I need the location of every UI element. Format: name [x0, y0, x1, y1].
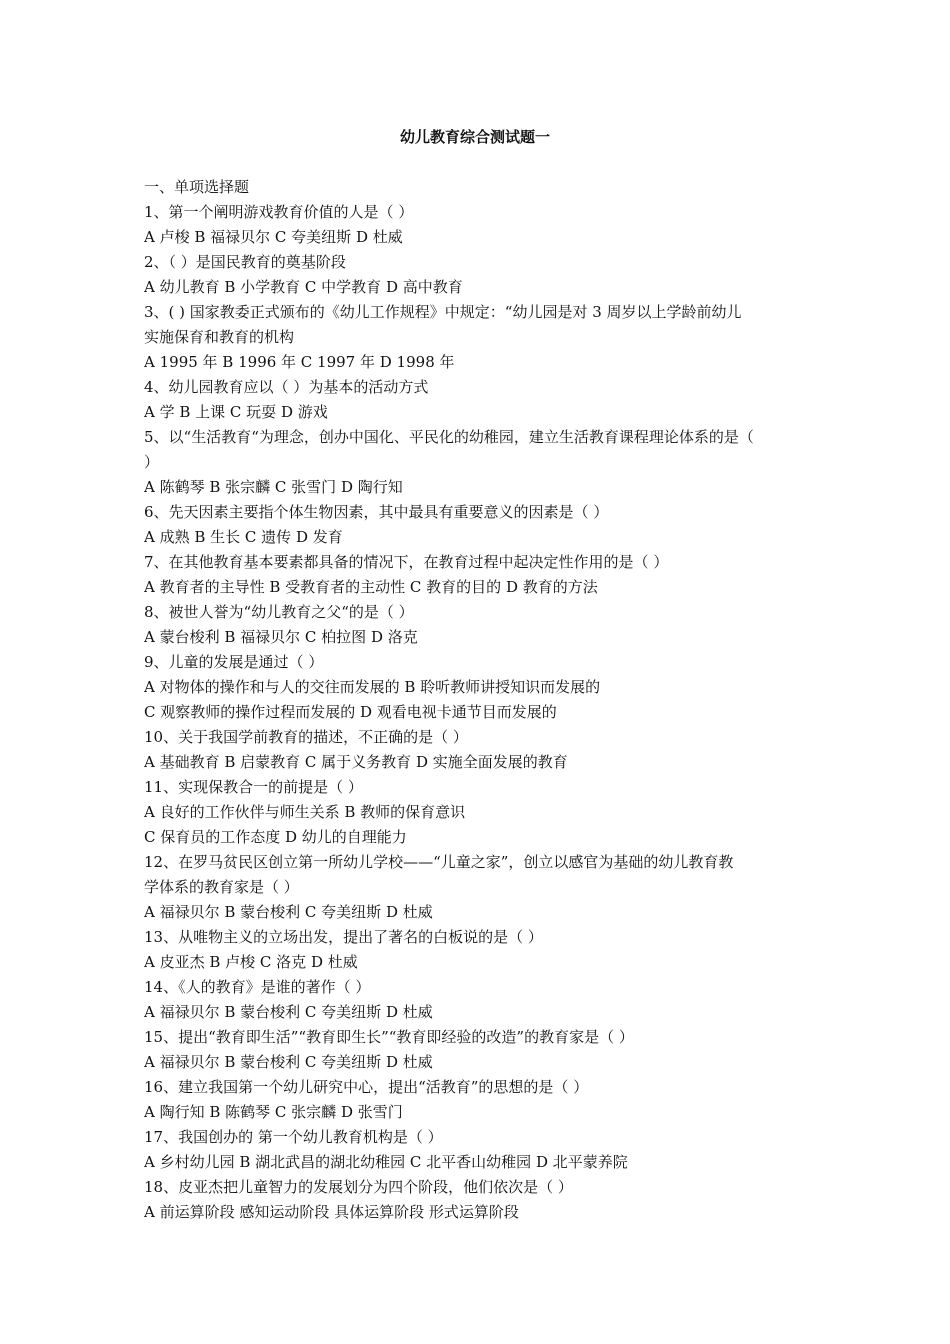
text-line: 4、幼儿园教育应以（ ）为基本的活动方式	[144, 378, 429, 396]
document-body	[144, 175, 812, 1225]
text-line: A 蒙台梭利 B 福禄贝尔 C 柏拉图 D 洛克	[144, 628, 418, 646]
text-line: 18、皮亚杰把儿童智力的发展划分为四个阶段，他们依次是（ ）	[144, 1178, 573, 1196]
text-line: A 1995 年 B 1996 年 C 1997 年 D 1998 年	[144, 353, 455, 371]
text-line: A 前运算阶段 感知运动阶段 具体运算阶段 形式运算阶段	[144, 1203, 519, 1221]
text-line: 8、被世人誉为“幼儿教育之父“的是（ ）	[144, 603, 414, 621]
text-line: A 教育者的主导性 B 受教育者的主动性 C 教育的目的 D 教育的方法	[144, 578, 598, 596]
text-line: 10、关于我国学前教育的描述，不正确的是（ ）	[144, 728, 468, 746]
text-line: 实施保育和教育的机构	[144, 328, 295, 346]
text-line: 14、《人的教育》是谁的著作（ ）	[144, 978, 371, 996]
text-line: A 福禄贝尔 B 蒙台梭利 C 夸美纽斯 D 杜威	[144, 1003, 433, 1021]
text-line: 一、单项选择题	[144, 178, 250, 196]
text-line: ）	[144, 453, 160, 471]
text-line: 1、第一个阐明游戏教育价值的人是（ ）	[144, 203, 414, 221]
text-line: A 福禄贝尔 B 蒙台梭利 C 夸美纽斯 D 杜威	[144, 1053, 433, 1071]
text-line: 2、（ ）是国民教育的奠基阶段	[144, 253, 346, 271]
text-line: 17、我国创办的 第一个幼儿教育机构是（ ）	[144, 1128, 443, 1146]
text-line: 学体系的教育家是（ ）	[144, 878, 299, 896]
text-line: A 学 B 上课 C 玩耍 D 游戏	[144, 403, 328, 421]
text-line: 3、( ) 国家教委正式颁布的《幼儿工作规程》中规定：“幼儿园是对 3 周岁以上学龄前幼儿	[144, 303, 742, 321]
text-line: 15、提出“教育即生活”“教育即生长”“教育即经验的改造”的教育家是（ ）	[144, 1028, 634, 1046]
text-line: 6、先天因素主要指个体生物因素，其中最具有重要意义的因素是（ ）	[144, 503, 609, 521]
text-line: 11、实现保教合一的前提是（ ）	[144, 778, 363, 796]
text-line: 12、在罗马贫民区创立第一所幼儿学校——“儿童之家”，创立以感官为基础的幼儿教育教	[144, 853, 734, 871]
text-line: A 幼儿教育 B 小学教育 C 中学教育 D 高中教育	[144, 278, 463, 296]
text-line: A 陶行知 B 陈鹤琴 C 张宗麟 D 张雪门	[144, 1103, 403, 1121]
text-line: A 陈鹤琴 B 张宗麟 C 张雪门 D 陶行知	[144, 478, 403, 496]
text-line: A 良好的工作伙伴与师生关系 B 教师的保育意识	[144, 803, 466, 821]
text-line: C 保育员的工作态度 D 幼儿的自理能力	[144, 828, 407, 846]
text-line: 13、从唯物主义的立场出发，提出了著名的白板说的是（ ）	[144, 928, 543, 946]
text-line: A 对物体的操作和与人的交往而发展的 B 聆听教师讲授知识而发展的	[144, 678, 601, 696]
text-line: C 观察教师的操作过程而发展的 D 观看电视卡通节目而发展的	[144, 703, 557, 721]
document-title: 幼儿教育综合测试题一	[399, 128, 550, 146]
text-line: A 卢梭 B 福禄贝尔 C 夸美纽斯 D 杜威	[144, 228, 403, 246]
text-line: A 皮亚杰 B 卢梭 C 洛克 D 杜威	[144, 953, 358, 971]
text-line: 5、以“生活教育“为理念，创办中国化、平民化的幼稚园，建立生活教育课程理论体系的是（	[144, 428, 754, 446]
text-line: A 基础教育 B 启蒙教育 C 属于义务教育 D 实施全面发展的教育	[144, 753, 568, 771]
text-line: A 成熟 B 生长 C 遗传 D 发育	[144, 528, 343, 546]
text-line: A 乡村幼儿园 B 湖北武昌的湖北幼稚园 C 北平香山幼稚园 D 北平蒙养院	[144, 1153, 628, 1171]
text-line: A 福禄贝尔 B 蒙台梭利 C 夸美纽斯 D 杜威	[144, 903, 433, 921]
text-line: 9、儿童的发展是通过（ ）	[144, 653, 324, 671]
text-line: 7、在其他教育基本要素都具备的情况下，在教育过程中起决定性作用的是（ ）	[144, 553, 669, 571]
text-line: 16、建立我国第一个幼儿研究中心，提出“活教育”的思想的是（ ）	[144, 1078, 589, 1096]
